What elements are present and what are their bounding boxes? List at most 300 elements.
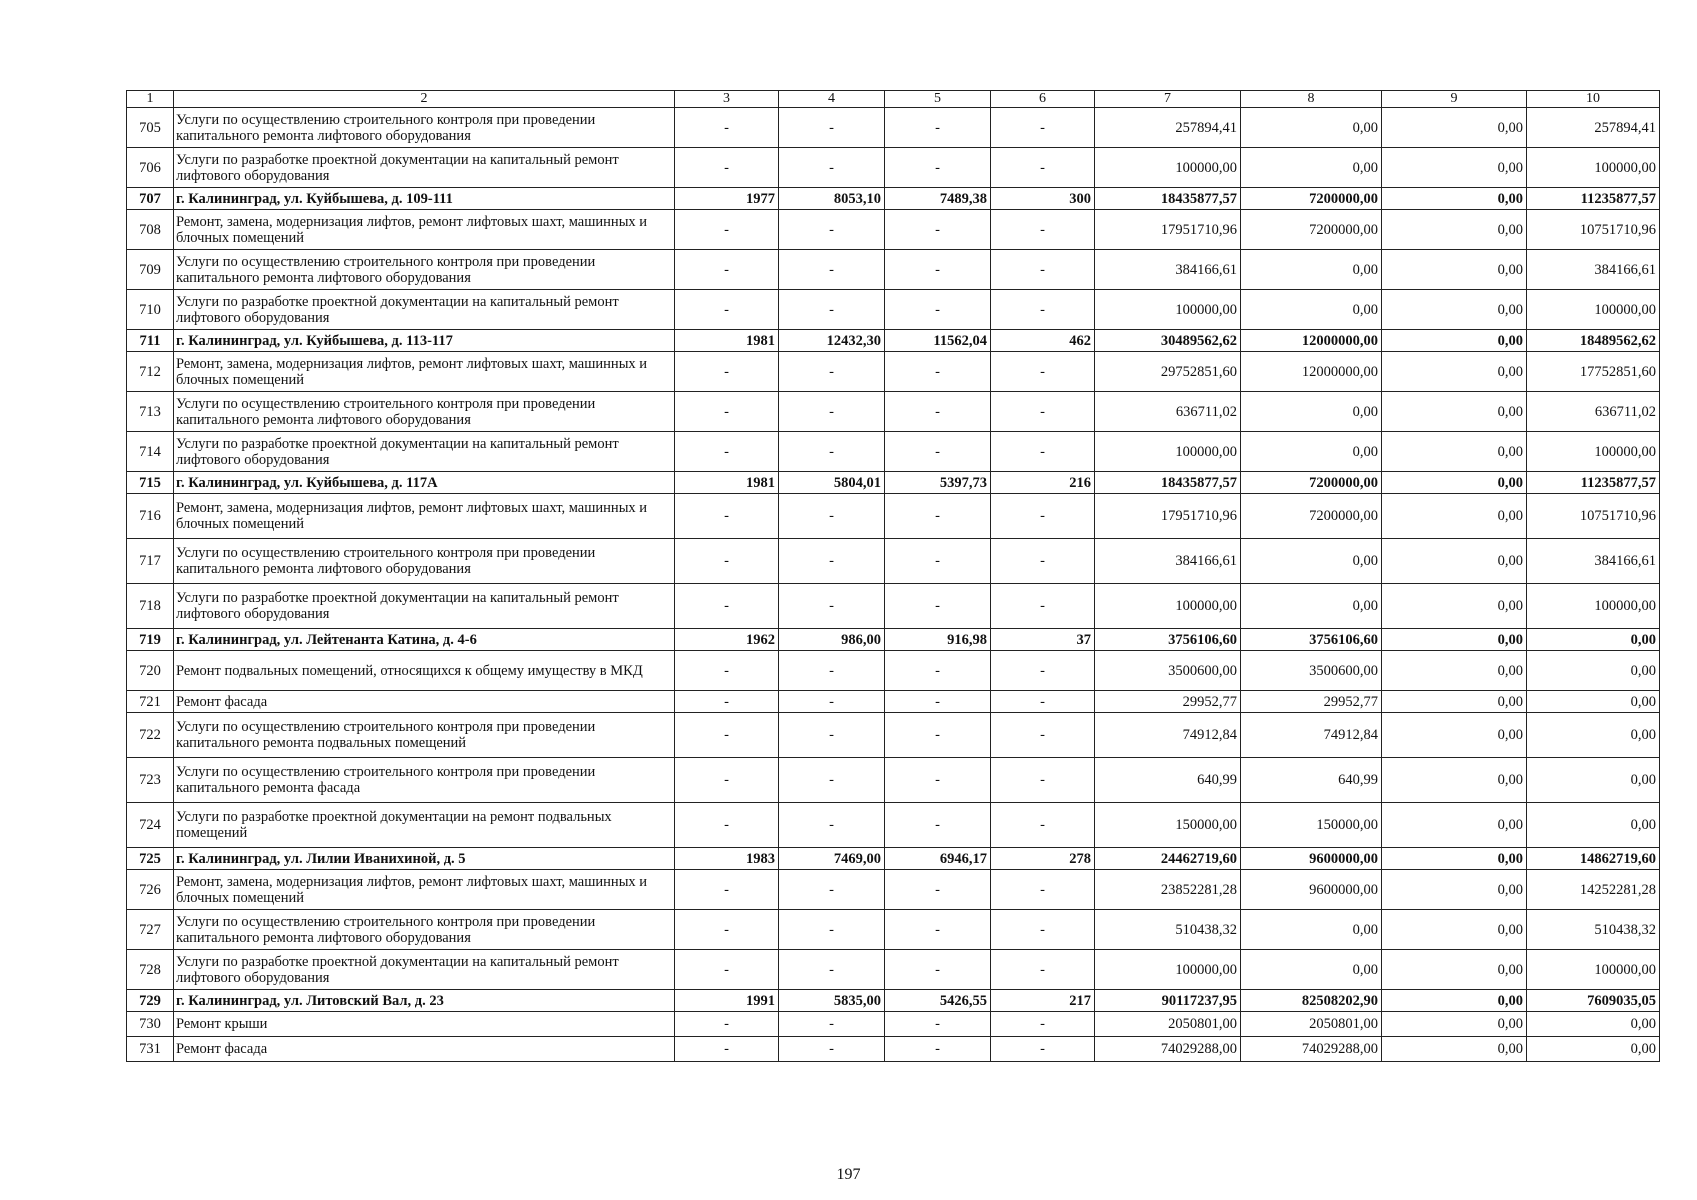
cell-col6: 462	[991, 330, 1095, 352]
cell-col6: -	[991, 494, 1095, 539]
cell-col9: 0,00	[1382, 494, 1527, 539]
cell-col6: -	[991, 870, 1095, 910]
column-number-row	[127, 91, 1660, 108]
cell-col7: 29752851,60	[1095, 352, 1241, 392]
cell-col10: 0,00	[1527, 651, 1660, 691]
cell-col4: 986,00	[779, 629, 885, 651]
cell-col10: 257894,41	[1527, 108, 1660, 148]
cell-col5: -	[885, 910, 991, 950]
cell-col7: 3756106,60	[1095, 629, 1241, 651]
row-name-cell: Услуги по осуществлению строительного контроля при проведении капитального ремонта лифтового оборудования	[174, 108, 675, 148]
work-item-row	[127, 651, 1660, 691]
cell-col5: -	[885, 691, 991, 713]
col-header: 7	[1095, 91, 1241, 108]
cell-col7: 257894,41	[1095, 108, 1241, 148]
cell-col5: -	[885, 108, 991, 148]
table-body	[127, 108, 1660, 1062]
row-number-cell: 718	[127, 584, 174, 629]
cell-col6: 300	[991, 188, 1095, 210]
cell-col10: 10751710,96	[1527, 494, 1660, 539]
cell-col6: 217	[991, 990, 1095, 1012]
cell-col6: 37	[991, 629, 1095, 651]
cell-col10: 0,00	[1527, 758, 1660, 803]
cell-col9: 0,00	[1382, 990, 1527, 1012]
cell-col3: -	[675, 910, 779, 950]
work-item-row	[127, 713, 1660, 758]
cell-col10: 636711,02	[1527, 392, 1660, 432]
cell-col10: 11235877,57	[1527, 188, 1660, 210]
cell-col9: 0,00	[1382, 848, 1527, 870]
cell-col8: 0,00	[1241, 148, 1382, 188]
cell-col7: 18435877,57	[1095, 472, 1241, 494]
row-number-cell: 715	[127, 472, 174, 494]
cell-col3: -	[675, 1037, 779, 1062]
cell-col7: 100000,00	[1095, 148, 1241, 188]
cell-col5: -	[885, 290, 991, 330]
cell-col9: 0,00	[1382, 584, 1527, 629]
cell-col3: -	[675, 713, 779, 758]
cell-col8: 3500600,00	[1241, 651, 1382, 691]
cell-col10: 14862719,60	[1527, 848, 1660, 870]
cell-col3: -	[675, 392, 779, 432]
cell-col7: 150000,00	[1095, 803, 1241, 848]
col-header: 4	[779, 91, 885, 108]
cell-col9: 0,00	[1382, 1012, 1527, 1037]
cell-col3: -	[675, 494, 779, 539]
cell-col8: 9600000,00	[1241, 848, 1382, 870]
cell-col5: -	[885, 210, 991, 250]
cell-col5: 5397,73	[885, 472, 991, 494]
cell-col5: -	[885, 392, 991, 432]
cell-col7: 100000,00	[1095, 584, 1241, 629]
cell-col5: -	[885, 432, 991, 472]
row-name-cell: Услуги по осуществлению строительного контроля при проведении капитального ремонта подвальных помещений	[174, 713, 675, 758]
cell-col7: 100000,00	[1095, 950, 1241, 990]
cell-col4: -	[779, 870, 885, 910]
work-item-row	[127, 148, 1660, 188]
row-name-cell: г. Калининград, ул. Куйбышева, д. 109-111	[174, 188, 675, 210]
row-name-cell: Услуги по осуществлению строительного контроля при проведении капитального ремонта лифтового оборудования	[174, 392, 675, 432]
cell-col3: -	[675, 432, 779, 472]
row-name-cell: Услуги по осуществлению строительного контроля при проведении капитального ремонта фасада	[174, 758, 675, 803]
cell-col9: 0,00	[1382, 629, 1527, 651]
cell-col7: 90117237,95	[1095, 990, 1241, 1012]
row-name-cell: г. Калининград, ул. Куйбышева, д. 113-117	[174, 330, 675, 352]
row-number-cell: 709	[127, 250, 174, 290]
cell-col7: 100000,00	[1095, 290, 1241, 330]
cell-col10: 100000,00	[1527, 950, 1660, 990]
cell-col9: 0,00	[1382, 950, 1527, 990]
cell-col3: 1981	[675, 330, 779, 352]
row-number-cell: 710	[127, 290, 174, 330]
cell-col3: -	[675, 108, 779, 148]
cell-col7: 3500600,00	[1095, 651, 1241, 691]
row-number-cell: 712	[127, 352, 174, 392]
cell-col5: -	[885, 148, 991, 188]
cell-col6: -	[991, 910, 1095, 950]
row-number-cell: 717	[127, 539, 174, 584]
cell-col7: 23852281,28	[1095, 870, 1241, 910]
cell-col7: 640,99	[1095, 758, 1241, 803]
work-item-row	[127, 352, 1660, 392]
cell-col5: -	[885, 1012, 991, 1037]
cell-col9: 0,00	[1382, 210, 1527, 250]
cell-col3: -	[675, 148, 779, 188]
cell-col8: 12000000,00	[1241, 352, 1382, 392]
cell-col4: 12432,30	[779, 330, 885, 352]
cell-col9: 0,00	[1382, 432, 1527, 472]
work-item-row	[127, 1012, 1660, 1037]
cell-col7: 24462719,60	[1095, 848, 1241, 870]
row-name-cell: г. Калининград, ул. Лилии Иванихиной, д. 5	[174, 848, 675, 870]
row-number-cell: 714	[127, 432, 174, 472]
col-header: 1	[127, 91, 174, 108]
row-number-cell: 725	[127, 848, 174, 870]
cell-col6: -	[991, 713, 1095, 758]
cell-col9: 0,00	[1382, 250, 1527, 290]
cell-col7: 510438,32	[1095, 910, 1241, 950]
col-header: 2	[174, 91, 675, 108]
cell-col5: -	[885, 352, 991, 392]
cell-col4: -	[779, 910, 885, 950]
cell-col8: 7200000,00	[1241, 188, 1382, 210]
cell-col9: 0,00	[1382, 539, 1527, 584]
row-name-cell: Услуги по разработке проектной документации на капитальный ремонт лифтового оборудования	[174, 432, 675, 472]
cell-col9: 0,00	[1382, 803, 1527, 848]
work-item-row	[127, 870, 1660, 910]
cell-col8: 0,00	[1241, 584, 1382, 629]
cell-col9: 0,00	[1382, 472, 1527, 494]
work-item-row	[127, 950, 1660, 990]
cell-col5: 916,98	[885, 629, 991, 651]
cell-col10: 100000,00	[1527, 432, 1660, 472]
row-name-cell: г. Калининград, ул. Куйбышева, д. 117А	[174, 472, 675, 494]
cell-col5: 5426,55	[885, 990, 991, 1012]
cell-col7: 18435877,57	[1095, 188, 1241, 210]
work-item-row	[127, 108, 1660, 148]
cell-col3: -	[675, 651, 779, 691]
row-name-cell: Ремонт фасада	[174, 1037, 675, 1062]
work-item-row	[127, 210, 1660, 250]
cell-col6: -	[991, 651, 1095, 691]
cell-col4: -	[779, 290, 885, 330]
row-number-cell: 724	[127, 803, 174, 848]
cell-col10: 0,00	[1527, 1037, 1660, 1062]
cell-col6: -	[991, 148, 1095, 188]
row-number-cell: 707	[127, 188, 174, 210]
cell-col7: 29952,77	[1095, 691, 1241, 713]
cell-col4: -	[779, 432, 885, 472]
cell-col7: 74029288,00	[1095, 1037, 1241, 1062]
cell-col7: 17951710,96	[1095, 494, 1241, 539]
row-number-cell: 731	[127, 1037, 174, 1062]
address-row	[127, 848, 1660, 870]
cell-col10: 0,00	[1527, 629, 1660, 651]
work-item-row	[127, 1037, 1660, 1062]
cell-col8: 74029288,00	[1241, 1037, 1382, 1062]
cell-col9: 0,00	[1382, 352, 1527, 392]
col-header: 10	[1527, 91, 1660, 108]
cell-col3: 1983	[675, 848, 779, 870]
cell-col6: 278	[991, 848, 1095, 870]
cell-col6: -	[991, 392, 1095, 432]
cell-col6: -	[991, 1037, 1095, 1062]
cell-col9: 0,00	[1382, 188, 1527, 210]
cell-col9: 0,00	[1382, 108, 1527, 148]
capital-repair-table	[126, 90, 1660, 1062]
cell-col7: 17951710,96	[1095, 210, 1241, 250]
cell-col3: -	[675, 870, 779, 910]
cell-col3: -	[675, 584, 779, 629]
cell-col8: 7200000,00	[1241, 210, 1382, 250]
row-number-cell: 726	[127, 870, 174, 910]
cell-col8: 7200000,00	[1241, 494, 1382, 539]
cell-col3: -	[675, 290, 779, 330]
cell-col8: 12000000,00	[1241, 330, 1382, 352]
cell-col3: 1981	[675, 472, 779, 494]
cell-col10: 100000,00	[1527, 148, 1660, 188]
cell-col9: 0,00	[1382, 148, 1527, 188]
cell-col5: -	[885, 758, 991, 803]
row-name-cell: Услуги по осуществлению строительного контроля при проведении капитального ремонта лифтового оборудования	[174, 539, 675, 584]
row-number-cell: 730	[127, 1012, 174, 1037]
row-number-cell: 708	[127, 210, 174, 250]
cell-col9: 0,00	[1382, 1037, 1527, 1062]
cell-col4: 8053,10	[779, 188, 885, 210]
row-number-cell: 727	[127, 910, 174, 950]
row-name-cell: Ремонт подвальных помещений, относящихся к общему имуществу в МКД	[174, 651, 675, 691]
cell-col4: -	[779, 352, 885, 392]
cell-col3: -	[675, 803, 779, 848]
row-number-cell: 728	[127, 950, 174, 990]
cell-col7: 384166,61	[1095, 250, 1241, 290]
cell-col10: 384166,61	[1527, 250, 1660, 290]
cell-col6: -	[991, 584, 1095, 629]
cell-col5: -	[885, 494, 991, 539]
row-number-cell: 720	[127, 651, 174, 691]
cell-col5: -	[885, 713, 991, 758]
cell-col7: 384166,61	[1095, 539, 1241, 584]
cell-col5: -	[885, 950, 991, 990]
cell-col9: 0,00	[1382, 651, 1527, 691]
row-number-cell: 729	[127, 990, 174, 1012]
cell-col9: 0,00	[1382, 870, 1527, 910]
cell-col10: 17752851,60	[1527, 352, 1660, 392]
cell-col4: -	[779, 392, 885, 432]
cell-col3: 1991	[675, 990, 779, 1012]
work-item-row	[127, 392, 1660, 432]
col-header: 9	[1382, 91, 1527, 108]
row-name-cell: Услуги по разработке проектной документации на капитальный ремонт лифтового оборудования	[174, 950, 675, 990]
cell-col9: 0,00	[1382, 713, 1527, 758]
work-item-row	[127, 432, 1660, 472]
cell-col5: 6946,17	[885, 848, 991, 870]
cell-col6: -	[991, 539, 1095, 584]
cell-col10: 100000,00	[1527, 290, 1660, 330]
row-name-cell: г. Калининград, ул. Лейтенанта Катина, д. 4-6	[174, 629, 675, 651]
cell-col10: 0,00	[1527, 713, 1660, 758]
cell-col8: 0,00	[1241, 250, 1382, 290]
cell-col5: -	[885, 651, 991, 691]
cell-col9: 0,00	[1382, 392, 1527, 432]
cell-col5: -	[885, 539, 991, 584]
work-item-row	[127, 758, 1660, 803]
cell-col4: -	[779, 950, 885, 990]
row-number-cell: 722	[127, 713, 174, 758]
cell-col5: -	[885, 870, 991, 910]
cell-col10: 11235877,57	[1527, 472, 1660, 494]
cell-col4: -	[779, 494, 885, 539]
cell-col4: 7469,00	[779, 848, 885, 870]
cell-col8: 29952,77	[1241, 691, 1382, 713]
work-item-row	[127, 290, 1660, 330]
address-row	[127, 188, 1660, 210]
cell-col6: -	[991, 108, 1095, 148]
cell-col4: -	[779, 758, 885, 803]
cell-col6: -	[991, 210, 1095, 250]
row-number-cell: 705	[127, 108, 174, 148]
cell-col3: -	[675, 210, 779, 250]
cell-col3: -	[675, 691, 779, 713]
cell-col7: 30489562,62	[1095, 330, 1241, 352]
cell-col8: 9600000,00	[1241, 870, 1382, 910]
cell-col6: -	[991, 950, 1095, 990]
cell-col3: -	[675, 758, 779, 803]
cell-col6: -	[991, 250, 1095, 290]
cell-col4: -	[779, 148, 885, 188]
address-row	[127, 629, 1660, 651]
cell-col4: -	[779, 584, 885, 629]
cell-col4: -	[779, 1012, 885, 1037]
cell-col7: 100000,00	[1095, 432, 1241, 472]
cell-col10: 7609035,05	[1527, 990, 1660, 1012]
work-item-row	[127, 539, 1660, 584]
cell-col3: -	[675, 950, 779, 990]
cell-col9: 0,00	[1382, 330, 1527, 352]
work-item-row	[127, 910, 1660, 950]
cell-col7: 2050801,00	[1095, 1012, 1241, 1037]
cell-col10: 0,00	[1527, 1012, 1660, 1037]
col-header: 3	[675, 91, 779, 108]
cell-col4: -	[779, 539, 885, 584]
cell-col4: -	[779, 691, 885, 713]
cell-col6: -	[991, 691, 1095, 713]
cell-col8: 0,00	[1241, 108, 1382, 148]
cell-col6: -	[991, 1012, 1095, 1037]
cell-col10: 0,00	[1527, 691, 1660, 713]
cell-col5: -	[885, 584, 991, 629]
cell-col10: 384166,61	[1527, 539, 1660, 584]
row-number-cell: 706	[127, 148, 174, 188]
row-name-cell: Ремонт, замена, модернизация лифтов, ремонт лифтовых шахт, машинных и блочных помещений	[174, 870, 675, 910]
cell-col9: 0,00	[1382, 290, 1527, 330]
cell-col10: 510438,32	[1527, 910, 1660, 950]
cell-col10: 10751710,96	[1527, 210, 1660, 250]
cell-col4: -	[779, 713, 885, 758]
cell-col7: 636711,02	[1095, 392, 1241, 432]
work-item-row	[127, 691, 1660, 713]
row-number-cell: 711	[127, 330, 174, 352]
cell-col5: -	[885, 250, 991, 290]
row-name-cell: Услуги по разработке проектной документации на капитальный ремонт лифтового оборудования	[174, 290, 675, 330]
cell-col8: 7200000,00	[1241, 472, 1382, 494]
document-sheet	[126, 90, 1659, 1062]
cell-col10: 0,00	[1527, 803, 1660, 848]
col-header: 8	[1241, 91, 1382, 108]
cell-col4: -	[779, 108, 885, 148]
cell-col4: 5804,01	[779, 472, 885, 494]
row-number-cell: 721	[127, 691, 174, 713]
cell-col5: 11562,04	[885, 330, 991, 352]
row-name-cell: Ремонт фасада	[174, 691, 675, 713]
cell-col8: 0,00	[1241, 432, 1382, 472]
cell-col9: 0,00	[1382, 910, 1527, 950]
row-name-cell: Ремонт, замена, модернизация лифтов, ремонт лифтовых шахт, машинных и блочных помещений	[174, 210, 675, 250]
work-item-row	[127, 494, 1660, 539]
cell-col9: 0,00	[1382, 758, 1527, 803]
row-name-cell: Услуги по осуществлению строительного контроля при проведении капитального ремонта лифтового оборудования	[174, 250, 675, 290]
cell-col5: -	[885, 803, 991, 848]
cell-col5: 7489,38	[885, 188, 991, 210]
row-name-cell: Услуги по разработке проектной документации на ремонт подвальных помещений	[174, 803, 675, 848]
address-row	[127, 990, 1660, 1012]
cell-col9: 0,00	[1382, 691, 1527, 713]
cell-col8: 150000,00	[1241, 803, 1382, 848]
col-header: 6	[991, 91, 1095, 108]
cell-col4: 5835,00	[779, 990, 885, 1012]
row-name-cell: Ремонт, замена, модернизация лифтов, ремонт лифтовых шахт, машинных и блочных помещений	[174, 352, 675, 392]
cell-col8: 0,00	[1241, 392, 1382, 432]
row-name-cell: г. Калининград, ул. Литовский Вал, д. 23	[174, 990, 675, 1012]
cell-col8: 0,00	[1241, 910, 1382, 950]
cell-col8: 2050801,00	[1241, 1012, 1382, 1037]
cell-col3: 1977	[675, 188, 779, 210]
row-name-cell: Услуги по разработке проектной документации на капитальный ремонт лифтового оборудования	[174, 148, 675, 188]
cell-col3: 1962	[675, 629, 779, 651]
cell-col8: 3756106,60	[1241, 629, 1382, 651]
cell-col4: -	[779, 210, 885, 250]
cell-col8: 82508202,90	[1241, 990, 1382, 1012]
work-item-row	[127, 250, 1660, 290]
cell-col8: 0,00	[1241, 950, 1382, 990]
cell-col6: -	[991, 758, 1095, 803]
row-name-cell: Ремонт, замена, модернизация лифтов, ремонт лифтовых шахт, машинных и блочных помещений	[174, 494, 675, 539]
row-name-cell: Ремонт крыши	[174, 1012, 675, 1037]
row-number-cell: 723	[127, 758, 174, 803]
row-name-cell: Услуги по осуществлению строительного контроля при проведении капитального ремонта лифтового оборудования	[174, 910, 675, 950]
cell-col6: -	[991, 432, 1095, 472]
row-name-cell: Услуги по разработке проектной документации на капитальный ремонт лифтового оборудования	[174, 584, 675, 629]
work-item-row	[127, 803, 1660, 848]
address-row	[127, 472, 1660, 494]
work-item-row	[127, 584, 1660, 629]
cell-col6: 216	[991, 472, 1095, 494]
cell-col5: -	[885, 1037, 991, 1062]
cell-col4: -	[779, 803, 885, 848]
row-number-cell: 719	[127, 629, 174, 651]
cell-col8: 0,00	[1241, 539, 1382, 584]
cell-col10: 100000,00	[1527, 584, 1660, 629]
cell-col4: -	[779, 250, 885, 290]
cell-col3: -	[675, 250, 779, 290]
cell-col4: -	[779, 651, 885, 691]
cell-col10: 14252281,28	[1527, 870, 1660, 910]
cell-col7: 74912,84	[1095, 713, 1241, 758]
cell-col8: 74912,84	[1241, 713, 1382, 758]
cell-col3: -	[675, 539, 779, 584]
cell-col6: -	[991, 803, 1095, 848]
cell-col3: -	[675, 352, 779, 392]
